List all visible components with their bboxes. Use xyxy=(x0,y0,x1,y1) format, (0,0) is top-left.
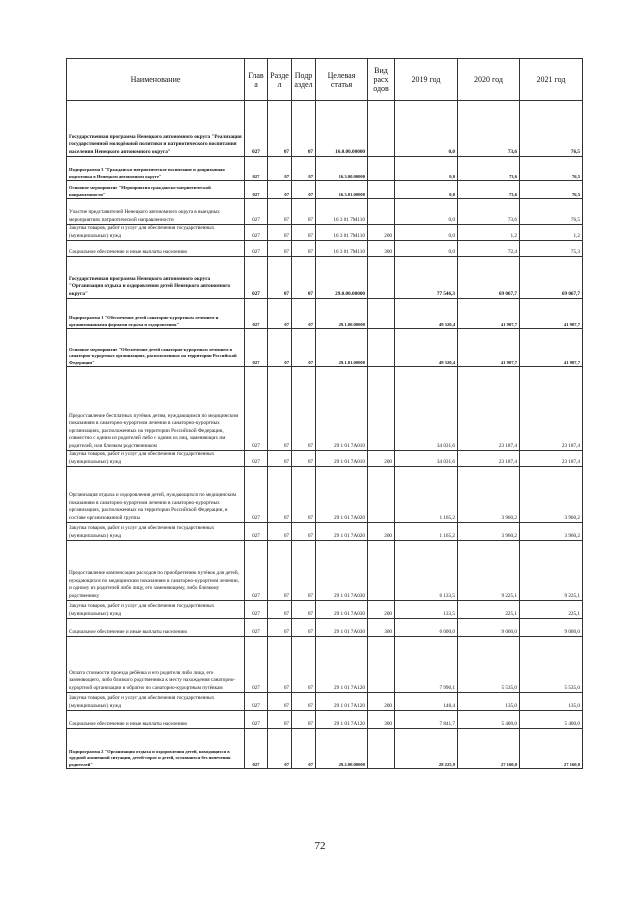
row-name-cell: Оплата стоимости проезда ребёнка и его родителя либо лица, его заменяющего, либо близкого родственника к месту нахождения санаторно-курортной организации и обратно по санаторно-курортным путёвкам xyxy=(67,637,245,693)
row-target-article-cell: 29 1 01 7А030 xyxy=(316,619,368,637)
table-row xyxy=(67,619,583,637)
col-header-target-article: Целевая статья xyxy=(316,59,368,101)
row-podrazdel-cell: 07 xyxy=(292,181,316,199)
row-razdel-cell: 07 xyxy=(268,451,292,467)
row-2019-cell: 6 133,5 xyxy=(395,541,458,601)
row-2019-cell: 0,0 xyxy=(395,101,458,157)
row-razdel-cell: 07 xyxy=(268,329,292,367)
row-podrazdel-cell: 07 xyxy=(292,241,316,257)
row-2019-cell: 133,5 xyxy=(395,601,458,619)
row-name-cell: Предоставление компенсации расходов по приобретению путёвок для детей, нуждающихся по медицинским показаниям в санаторно-курортном лечении, и одному из родителей либо лицу, его заменяющему, либо близкому родственнику xyxy=(67,541,245,601)
row-expense-type-cell xyxy=(368,299,395,329)
row-podrazdel-cell: 07 xyxy=(292,693,316,711)
row-glava-cell: 027 xyxy=(245,329,268,367)
row-expense-type-cell xyxy=(368,199,395,225)
table-row xyxy=(67,181,583,199)
row-2021-cell: 1,2 xyxy=(520,225,583,241)
row-name-cell: Государственная программа Ненецкого автономного округа "Реализация государственной молодёжной политики и патриотического воспитания населения Ненецкого автономного округа" xyxy=(67,101,245,157)
row-expense-type-cell: 200 xyxy=(368,601,395,619)
row-2021-cell: 9 000,0 xyxy=(520,619,583,637)
col-header-name: Наименование xyxy=(67,59,245,101)
row-expense-type-cell: 300 xyxy=(368,619,395,637)
row-2021-cell: 3 960,2 xyxy=(520,523,583,541)
row-2019-cell: 0,0 xyxy=(395,199,458,225)
row-razdel-cell: 07 xyxy=(268,729,292,769)
row-target-article-cell: 29 1 01 7А120 xyxy=(316,711,368,729)
row-2021-cell: 9 225,1 xyxy=(520,541,583,601)
row-glava-cell: 027 xyxy=(245,199,268,225)
row-2020-cell: 9 000,0 xyxy=(458,619,520,637)
row-podrazdel-cell: 07 xyxy=(292,467,316,523)
table-row xyxy=(67,367,583,451)
row-target-article-cell: 29 1 01 7А010 xyxy=(316,451,368,467)
row-podrazdel-cell: 07 xyxy=(292,637,316,693)
row-2021-cell: 69 067,7 xyxy=(520,257,583,299)
table-row xyxy=(67,299,583,329)
row-target-article-cell: 29 1 01 7А030 xyxy=(316,601,368,619)
row-2019-cell: 7 990,1 xyxy=(395,637,458,693)
row-2021-cell: 41 907,7 xyxy=(520,329,583,367)
row-2019-cell: 0,0 xyxy=(395,157,458,181)
row-razdel-cell: 07 xyxy=(268,601,292,619)
row-glava-cell: 027 xyxy=(245,225,268,241)
row-glava-cell: 027 xyxy=(245,619,268,637)
row-expense-type-cell xyxy=(368,257,395,299)
row-podrazdel-cell: 07 xyxy=(292,329,316,367)
row-razdel-cell: 07 xyxy=(268,619,292,637)
row-name-cell: Основное мероприятие "Мероприятия гражданско-патриотической направленности" xyxy=(67,181,245,199)
row-razdel-cell: 07 xyxy=(268,157,292,181)
row-2020-cell: 5 535,0 xyxy=(458,637,520,693)
row-expense-type-cell xyxy=(368,637,395,693)
col-header-podrazdel: Подр аздел xyxy=(292,59,316,101)
row-target-article-cell: 29.1.01.00000 xyxy=(316,329,368,367)
row-2020-cell: 23 187,4 xyxy=(458,451,520,467)
col-header-glava: Глав а xyxy=(245,59,268,101)
row-podrazdel-cell: 07 xyxy=(292,299,316,329)
row-expense-type-cell xyxy=(368,729,395,769)
row-target-article-cell: 29.2.00.00000 xyxy=(316,729,368,769)
row-glava-cell: 027 xyxy=(245,181,268,199)
row-expense-type-cell: 200 xyxy=(368,523,395,541)
row-razdel-cell: 07 xyxy=(268,257,292,299)
row-expense-type-cell xyxy=(368,157,395,181)
row-podrazdel-cell: 07 xyxy=(292,601,316,619)
row-2020-cell: 3 960,2 xyxy=(458,523,520,541)
col-header-2021: 2021 год xyxy=(520,59,583,101)
row-name-cell: Подпрограмма 1 "Обеспечение детей санаторно-курортным лечением и организованными формами отдыха и оздоровления" xyxy=(67,299,245,329)
row-expense-type-cell: 300 xyxy=(368,241,395,257)
row-2021-cell: 76,5 xyxy=(520,199,583,225)
row-glava-cell: 027 xyxy=(245,523,268,541)
table-row xyxy=(67,467,583,523)
row-glava-cell: 027 xyxy=(245,157,268,181)
row-glava-cell: 027 xyxy=(245,299,268,329)
row-podrazdel-cell: 07 xyxy=(292,619,316,637)
row-2019-cell: 49 320,4 xyxy=(395,329,458,367)
row-glava-cell: 027 xyxy=(245,467,268,523)
row-podrazdel-cell: 07 xyxy=(292,225,316,241)
row-podrazdel-cell: 07 xyxy=(292,367,316,451)
row-2020-cell: 41 907,7 xyxy=(458,329,520,367)
row-expense-type-cell xyxy=(368,181,395,199)
row-2020-cell: 225,1 xyxy=(458,601,520,619)
row-name-cell: Закупка товаров, работ и услуг для обеспечения государственных (муниципальных) нужд xyxy=(67,523,245,541)
row-name-cell: Государственная программа Ненецкого автономного округа "Организация отдыха и оздоровления детей Ненецкого автономного округа" xyxy=(67,257,245,299)
row-target-article-cell: 29 1 01 7А120 xyxy=(316,693,368,711)
table-row xyxy=(67,257,583,299)
row-podrazdel-cell: 07 xyxy=(292,157,316,181)
budget-sheet xyxy=(66,58,582,769)
row-razdel-cell: 07 xyxy=(268,523,292,541)
row-2021-cell: 41 907,7 xyxy=(520,299,583,329)
row-2021-cell: 135,0 xyxy=(520,693,583,711)
table-row xyxy=(67,329,583,367)
row-podrazdel-cell: 07 xyxy=(292,729,316,769)
row-2019-cell: 0,0 xyxy=(395,241,458,257)
col-header-razdel: Разде л xyxy=(268,59,292,101)
budget-table xyxy=(66,58,583,769)
row-target-article-cell: 16 3 01 7М110 xyxy=(316,241,368,257)
row-target-article-cell: 16 3 01 7М110 xyxy=(316,225,368,241)
row-expense-type-cell: 200 xyxy=(368,451,395,467)
table-row xyxy=(67,241,583,257)
row-razdel-cell: 07 xyxy=(268,637,292,693)
row-target-article-cell: 29 1 01 7А010 xyxy=(316,367,368,451)
row-name-cell: Социальное обеспечение и иные выплаты населению xyxy=(67,241,245,257)
row-name-cell: Закупка товаров, работ и услуг для обеспечения государственных (муниципальных) нужд xyxy=(67,225,245,241)
row-name-cell: Закупка товаров, работ и услуг для обеспечения государственных (муниципальных) нужд xyxy=(67,451,245,467)
row-razdel-cell: 07 xyxy=(268,181,292,199)
row-2021-cell: 75,3 xyxy=(520,241,583,257)
row-2020-cell: 23 187,4 xyxy=(458,367,520,451)
row-2021-cell: 76,5 xyxy=(520,101,583,157)
row-name-cell: Социальное обеспечение и иные выплаты населению xyxy=(67,619,245,637)
row-2019-cell: 34 031,6 xyxy=(395,451,458,467)
table-row xyxy=(67,225,583,241)
row-target-article-cell: 29 1 01 7А020 xyxy=(316,467,368,523)
row-target-article-cell: 29.1.00.00000 xyxy=(316,299,368,329)
row-target-article-cell: 16.3.01.00000 xyxy=(316,181,368,199)
row-razdel-cell: 07 xyxy=(268,101,292,157)
row-razdel-cell: 07 xyxy=(268,541,292,601)
row-target-article-cell: 29.0.00.00000 xyxy=(316,257,368,299)
row-2020-cell: 73,6 xyxy=(458,181,520,199)
row-glava-cell: 027 xyxy=(245,637,268,693)
row-glava-cell: 027 xyxy=(245,257,268,299)
row-glava-cell: 027 xyxy=(245,693,268,711)
row-2020-cell: 27 160,0 xyxy=(458,729,520,769)
row-target-article-cell: 29 1 01 7А120 xyxy=(316,637,368,693)
row-2019-cell: 77 546,3 xyxy=(395,257,458,299)
row-2019-cell: 148,4 xyxy=(395,693,458,711)
row-2020-cell: 135,0 xyxy=(458,693,520,711)
row-glava-cell: 027 xyxy=(245,367,268,451)
row-podrazdel-cell: 07 xyxy=(292,523,316,541)
col-header-2020: 2020 год xyxy=(458,59,520,101)
row-2021-cell: 23 187,4 xyxy=(520,367,583,451)
row-glava-cell: 027 xyxy=(245,711,268,729)
row-2019-cell: 1 165,2 xyxy=(395,467,458,523)
row-name-cell: Участие представителей Ненецкого автономного округа в выездных мероприятиях патриотической направленности xyxy=(67,199,245,225)
row-2021-cell: 225,1 xyxy=(520,601,583,619)
row-2021-cell: 3 960,2 xyxy=(520,467,583,523)
table-row xyxy=(67,541,583,601)
row-2019-cell: 7 841,7 xyxy=(395,711,458,729)
row-podrazdel-cell: 07 xyxy=(292,451,316,467)
row-podrazdel-cell: 07 xyxy=(292,541,316,601)
table-row xyxy=(67,693,583,711)
table-header-row xyxy=(67,59,583,101)
row-razdel-cell: 07 xyxy=(268,711,292,729)
row-2020-cell: 5 400,0 xyxy=(458,711,520,729)
row-2020-cell: 72,4 xyxy=(458,241,520,257)
row-name-cell: Предоставление бесплатных путёвок детям, нуждающимся по медицинским показаниям в санаторно-курортном лечении в санаторно-курортных организациях, расположенных на территории Российской Федерации, совместно с одним из родителей либо с одним из лиц, заменяющих им родителей, или близким родственником xyxy=(67,367,245,451)
table-row xyxy=(67,729,583,769)
table-row xyxy=(67,199,583,225)
row-target-article-cell: 29 1 01 7А020 xyxy=(316,523,368,541)
row-2021-cell: 23 187,4 xyxy=(520,451,583,467)
col-header-2019: 2019 год xyxy=(395,59,458,101)
row-expense-type-cell: 300 xyxy=(368,711,395,729)
table-row xyxy=(67,101,583,157)
row-2019-cell: 28 225,9 xyxy=(395,729,458,769)
row-target-article-cell: 16.0.00.00000 xyxy=(316,101,368,157)
row-podrazdel-cell: 07 xyxy=(292,257,316,299)
table-row xyxy=(67,637,583,693)
row-2019-cell: 0,0 xyxy=(395,181,458,199)
row-2021-cell: 76,5 xyxy=(520,181,583,199)
row-razdel-cell: 07 xyxy=(268,367,292,451)
row-name-cell: Социальное обеспечение и иные выплаты населению xyxy=(67,711,245,729)
row-2020-cell: 73,6 xyxy=(458,199,520,225)
row-2021-cell: 76,5 xyxy=(520,157,583,181)
row-2021-cell: 27 160,0 xyxy=(520,729,583,769)
row-expense-type-cell: 200 xyxy=(368,225,395,241)
row-expense-type-cell xyxy=(368,541,395,601)
row-expense-type-cell: 200 xyxy=(368,693,395,711)
row-2019-cell: 1 165,2 xyxy=(395,523,458,541)
table-body xyxy=(67,101,583,769)
row-2020-cell: 41 907,7 xyxy=(458,299,520,329)
row-glava-cell: 027 xyxy=(245,729,268,769)
row-2019-cell: 6 000,0 xyxy=(395,619,458,637)
row-razdel-cell: 07 xyxy=(268,693,292,711)
col-header-expense-type: Вид расх одов xyxy=(368,59,395,101)
row-name-cell: Подпрограмма 2 "Организация отдыха и оздоровления детей, находящихся в трудной жизненной ситуации, детей-сирот и детей, оставшихся без попечения родителей" xyxy=(67,729,245,769)
row-podrazdel-cell: 07 xyxy=(292,199,316,225)
row-2021-cell: 5 400,0 xyxy=(520,711,583,729)
table-row xyxy=(67,711,583,729)
row-glava-cell: 027 xyxy=(245,101,268,157)
table-row xyxy=(67,451,583,467)
row-glava-cell: 027 xyxy=(245,241,268,257)
row-expense-type-cell xyxy=(368,367,395,451)
table-row xyxy=(67,157,583,181)
row-2021-cell: 5 535,0 xyxy=(520,637,583,693)
row-expense-type-cell xyxy=(368,101,395,157)
row-2019-cell: 0,0 xyxy=(395,225,458,241)
row-razdel-cell: 07 xyxy=(268,225,292,241)
row-name-cell: Организация отдыха и оздоровления детей, нуждающихся по медицинским показаниям в санаторно-курортном лечении в санаторно-курортных организациях, расположенных на территории Российской Федерации, в составе организованной группы xyxy=(67,467,245,523)
row-2020-cell: 9 225,1 xyxy=(458,541,520,601)
row-podrazdel-cell: 07 xyxy=(292,101,316,157)
row-2020-cell: 73,6 xyxy=(458,101,520,157)
row-glava-cell: 027 xyxy=(245,451,268,467)
row-2019-cell: 49 320,4 xyxy=(395,299,458,329)
row-2020-cell: 3 960,2 xyxy=(458,467,520,523)
row-name-cell: Подпрограмма 3 "Гражданско-патриотическое воспитание и допризывная подготовка в Ненецком автономном округе" xyxy=(67,157,245,181)
row-2020-cell: 1,2 xyxy=(458,225,520,241)
row-name-cell: Основное мероприятие "Обеспечение детей санаторно-курортным лечением в санаторно-курортных организациях, расположенных на территории Российской Федерации" xyxy=(67,329,245,367)
row-target-article-cell: 16 3 01 7М110 xyxy=(316,199,368,225)
row-expense-type-cell xyxy=(368,329,395,367)
row-target-article-cell: 29 1 01 7А030 xyxy=(316,541,368,601)
row-razdel-cell: 07 xyxy=(268,299,292,329)
row-2020-cell: 69 067,7 xyxy=(458,257,520,299)
row-expense-type-cell xyxy=(368,467,395,523)
row-name-cell: Закупка товаров, работ и услуг для обеспечения государственных (муниципальных) нужд xyxy=(67,693,245,711)
table-row xyxy=(67,601,583,619)
row-razdel-cell: 07 xyxy=(268,241,292,257)
row-razdel-cell: 07 xyxy=(268,467,292,523)
table-row xyxy=(67,523,583,541)
row-razdel-cell: 07 xyxy=(268,199,292,225)
row-target-article-cell: 16.3.00.00000 xyxy=(316,157,368,181)
row-2019-cell: 34 031,6 xyxy=(395,367,458,451)
row-name-cell: Закупка товаров, работ и услуг для обеспечения государственных (муниципальных) нужд xyxy=(67,601,245,619)
row-2020-cell: 73,6 xyxy=(458,157,520,181)
row-glava-cell: 027 xyxy=(245,541,268,601)
row-podrazdel-cell: 07 xyxy=(292,711,316,729)
page-number: 72 xyxy=(314,840,326,852)
row-glava-cell: 027 xyxy=(245,601,268,619)
